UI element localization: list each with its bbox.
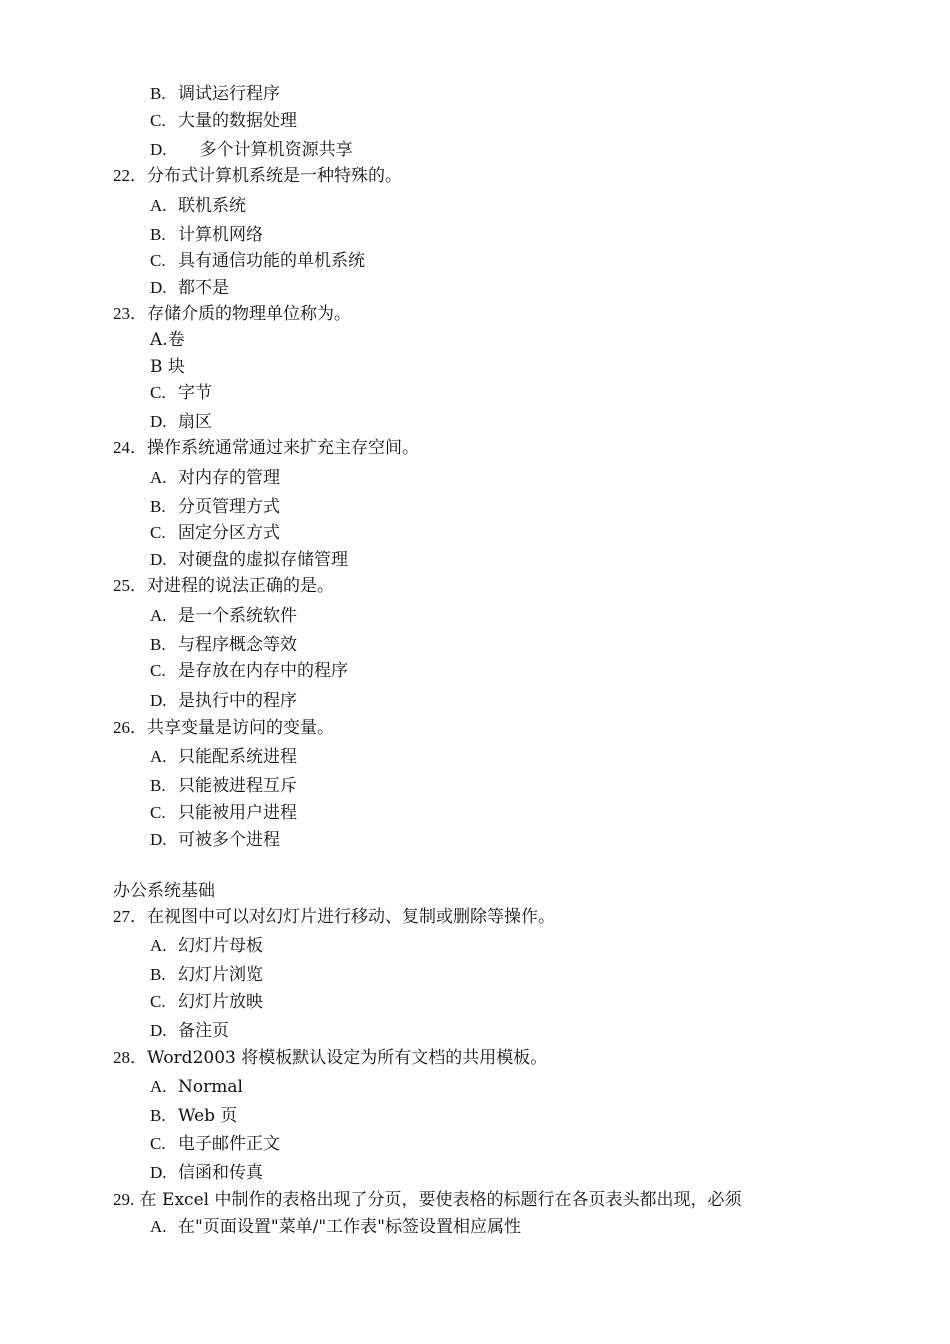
answer-option bbox=[150, 802, 297, 824]
answer-option bbox=[150, 1076, 243, 1098]
question-text: 共享变量是访问的变量。 bbox=[147, 718, 334, 738]
answer-option bbox=[150, 522, 280, 544]
option-letter: D. bbox=[150, 278, 167, 297]
option-text: 是一个系统软件 bbox=[178, 606, 297, 626]
answer-option bbox=[150, 690, 297, 712]
option-text: 备注页 bbox=[178, 1021, 229, 1041]
option-text: 字节 bbox=[178, 383, 212, 403]
answer-option bbox=[150, 496, 280, 518]
option-letter: B. bbox=[150, 1106, 166, 1125]
answer-option bbox=[150, 964, 263, 986]
answer-option bbox=[150, 1133, 280, 1155]
option-letter: A. bbox=[150, 936, 167, 955]
option-letter: B. bbox=[150, 225, 166, 244]
option-letter: C. bbox=[150, 111, 166, 130]
option-letter: B. bbox=[150, 84, 166, 103]
option-text: 与程序概念等效 bbox=[178, 635, 297, 655]
option-letter: C. bbox=[150, 992, 166, 1011]
question-number: 25． bbox=[113, 576, 147, 595]
section-heading: 办公系统基础 bbox=[113, 881, 215, 901]
option-text: 对内存的管理 bbox=[178, 468, 280, 488]
question-stem bbox=[113, 717, 334, 739]
answer-option bbox=[150, 195, 246, 217]
question-text: Word2003 将模板默认设定为所有文档的共用模板。 bbox=[147, 1048, 548, 1068]
option-letter: A. bbox=[150, 1077, 167, 1096]
answer-option bbox=[150, 250, 365, 272]
option-letter: C. bbox=[150, 383, 166, 402]
option-letter: D. bbox=[150, 550, 167, 569]
option-text: 计算机网络 bbox=[178, 225, 263, 245]
option-letter: A. bbox=[150, 1217, 167, 1236]
option-text: 大量的数据处理 bbox=[178, 111, 297, 131]
answer-option bbox=[150, 467, 280, 489]
question-stem bbox=[113, 575, 334, 597]
answer-option bbox=[150, 991, 263, 1013]
option-text: 信函和传真 bbox=[178, 1163, 263, 1183]
option-letter: D. bbox=[150, 691, 167, 710]
answer-option bbox=[150, 775, 297, 797]
question-number: 29. bbox=[113, 1190, 135, 1209]
answer-option bbox=[150, 224, 263, 246]
answer-option bbox=[150, 660, 348, 682]
option-text: 电子邮件正文 bbox=[178, 1134, 280, 1154]
option-text: Normal bbox=[178, 1077, 243, 1097]
question-number: 27． bbox=[113, 907, 147, 926]
option-letter: A. bbox=[150, 468, 167, 487]
option-letter: C. bbox=[150, 803, 166, 822]
option-text: 只能配系统进程 bbox=[178, 747, 297, 767]
question-stem bbox=[113, 437, 419, 459]
option-text: 幻灯片母板 bbox=[178, 936, 263, 956]
question-text: 在视图中可以对幻灯片进行移动、复制或删除等操作。 bbox=[147, 907, 555, 927]
option-letter: D. bbox=[150, 412, 167, 431]
option-text: Web 页 bbox=[178, 1106, 238, 1126]
option-letter: C. bbox=[150, 523, 166, 542]
answer-option bbox=[150, 549, 348, 571]
option-letter: A. bbox=[150, 606, 167, 625]
question-number: 23． bbox=[113, 304, 147, 323]
option-text: 扇区 bbox=[178, 412, 212, 432]
option-text: B 块 bbox=[150, 357, 185, 377]
option-letter: D. bbox=[150, 1163, 167, 1182]
question-stem bbox=[113, 1189, 741, 1211]
option-letter: B. bbox=[150, 497, 166, 516]
question-stem bbox=[113, 303, 351, 325]
answer-option bbox=[150, 382, 212, 404]
option-text: 对硬盘的虚拟存储管理 bbox=[178, 550, 348, 570]
answer-option bbox=[150, 1105, 237, 1127]
answer-option bbox=[150, 1162, 263, 1184]
option-letter: B. bbox=[150, 776, 166, 795]
question-text: 对进程的说法正确的是。 bbox=[147, 576, 334, 596]
option-text: 幻灯片浏览 bbox=[178, 965, 263, 985]
option-letter: C. bbox=[150, 661, 166, 680]
option-text: 多个计算机资源共享 bbox=[178, 140, 353, 160]
answer-option bbox=[150, 411, 212, 433]
option-text: 具有通信功能的单机系统 bbox=[178, 251, 365, 271]
option-text: 在"页面设置"菜单/"工作表"标签设置相应属性 bbox=[178, 1217, 522, 1237]
option-letter: D. bbox=[150, 1021, 167, 1040]
answer-option bbox=[150, 139, 353, 161]
option-text: A.卷 bbox=[150, 330, 185, 350]
option-letter: A. bbox=[150, 747, 167, 766]
option-letter: B. bbox=[150, 965, 166, 984]
option-text: 分页管理方式 bbox=[178, 497, 280, 517]
question-number: 28． bbox=[113, 1048, 147, 1067]
answer-option bbox=[150, 277, 229, 299]
question-number: 24． bbox=[113, 438, 147, 457]
option-text: 幻灯片放映 bbox=[178, 992, 263, 1012]
answer-option bbox=[150, 935, 263, 957]
option-letter: C. bbox=[150, 251, 166, 270]
question-number: 22． bbox=[113, 166, 147, 185]
answer-option bbox=[150, 829, 280, 851]
question-text: 存储介质的物理单位称为。 bbox=[147, 304, 351, 324]
answer-option bbox=[150, 83, 280, 105]
answer-option bbox=[150, 746, 297, 768]
question-text: 操作系统通常通过来扩充主存空间。 bbox=[147, 438, 419, 458]
question-stem bbox=[113, 165, 402, 187]
option-text: 固定分区方式 bbox=[178, 523, 280, 543]
option-text: 联机系统 bbox=[178, 196, 246, 216]
option-text: 调试运行程序 bbox=[178, 84, 280, 104]
answer-option bbox=[150, 605, 297, 627]
option-letter: D. bbox=[150, 140, 167, 159]
question-text: 在 Excel 中制作的表格出现了分页，要使表格的标题行在各页表头都出现，必须 bbox=[134, 1190, 742, 1210]
option-letter: C. bbox=[150, 1134, 166, 1153]
answer-option bbox=[150, 1216, 521, 1238]
answer-option bbox=[150, 1020, 229, 1042]
option-text: 是执行中的程序 bbox=[178, 691, 297, 711]
question-text: 分布式计算机系统是一种特殊的。 bbox=[147, 166, 402, 186]
option-text: 都不是 bbox=[178, 278, 229, 298]
option-text: 只能被用户进程 bbox=[178, 803, 297, 823]
answer-option bbox=[150, 634, 297, 656]
question-stem bbox=[113, 1047, 547, 1069]
answer-option bbox=[150, 329, 185, 351]
answer-option bbox=[150, 110, 297, 132]
question-number: 26． bbox=[113, 718, 147, 737]
option-letter: A. bbox=[150, 196, 167, 215]
option-letter: B. bbox=[150, 635, 166, 654]
answer-option bbox=[150, 356, 185, 378]
question-stem bbox=[113, 906, 555, 928]
option-letter: D. bbox=[150, 830, 167, 849]
option-text: 可被多个进程 bbox=[178, 830, 280, 850]
option-text: 只能被进程互斥 bbox=[178, 776, 297, 796]
option-text: 是存放在内存中的程序 bbox=[178, 661, 348, 681]
